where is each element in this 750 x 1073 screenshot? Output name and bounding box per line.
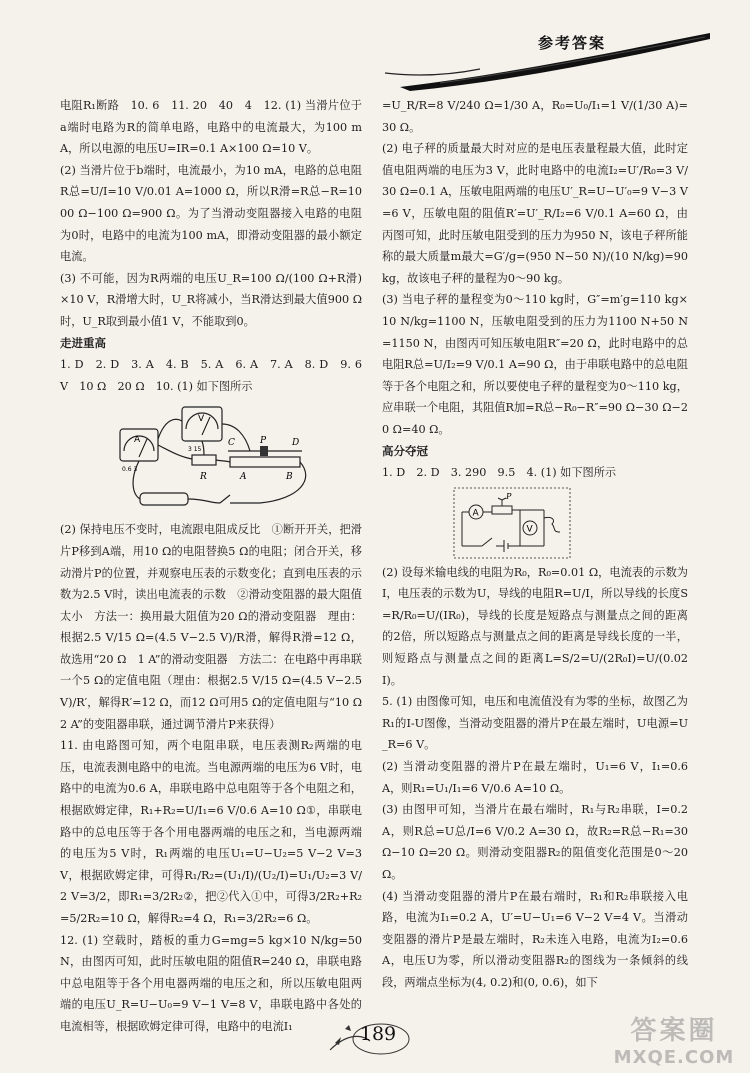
answer-paragraph: 12. (1) 空载时，踏板的重力G=mg=5 kg×10 N/kg=50 N，由图丙可知，此时压敏电阻的阻值R=240 Ω，串联电路中总电阻等于各个用电器两端的电压之和，所以压敏电阻两端的电压U_R=U−U₀=9 V−1 V=8 V，串联电路中各处的电流相等，根据欧姆定律可得，电路中的电流I₁: [60, 933, 362, 1033]
resistor-r: [192, 455, 216, 465]
terminal-c-label: C: [228, 438, 235, 449]
answer-paragraph: 11. 由电路图可知，两个电阻串联，电压表测R₂两端的电压，电流表测电路中的电流。当电源两端的电压为6 V时，电路中的电流为0.6 A，串联电路中总电阻等于各个电阻之和，根据欧姆定律，R₁+R₂=U/I₁=6 V/0.6 A=10 Ω①，串联电路中的总电压等于各个用电器两端的电压之和，当电源两端的电压为5 V时，R₁两端的电压U₁=U−U₂=5 V−2 V=3 V，根据欧姆定律，可得R₁/R₂=(U₁/I)/(U₂/I)=U₁/U₂=3 V/2 V=3/2，即R₁=3/2R₂②，把②代入①中，可得3/2R₂+R₂=5/2R₂=10 Ω，解得R₂=4 Ω，R₁=3/2R₂=6 Ω。: [60, 739, 362, 925]
answer-paragraph: =U_R/R=8 V/240 Ω=1/30 A，R₀=U₀/I₁=1 V/(1/30 A)=30 Ω。: [382, 99, 688, 134]
answer-paragraph: (2) 电子秤的质量最大时对应的是电压表量程最大值，此时定值电阻两端的电压为3 V，此时电路中的电流I₂=U′/R₀=3 V/30 Ω=0.1 A，压敏电阻两端的电压U′_R=U−U′₀=9 V−3 V=6 V，压敏电阻的阻值R′=U′_R/I₂=6 V/0.1 A=60 Ω，由丙图可知，此时压敏电阻受到的压力为950 N，该电子秤所能称的最大质量m最大=G′/g=(950 N−50 N)/(10 N/kg)=90 kg，故该电子秤的量程为0～90 kg。: [382, 142, 688, 285]
header-swoosh-decoration: [380, 25, 715, 95]
answer-paragraph: (3) 不可能，因为R两端的电压U_R=100 Ω/(100 Ω+R滑)×10 V，R滑增大时，U_R将减小，当R滑达到最大值900 Ω时，U_R取到最小值1 V，不能取到0。: [60, 271, 362, 328]
voltmeter-label: V: [198, 414, 205, 425]
answer-paragraph: 1. D 2. D 3. 290 9.5 4. (1) 如下图所示: [382, 466, 617, 480]
answer-paragraph: 5. (1) 由图像可知，电压和电流值没有为零的坐标，故图乙为R₁的I-U图像，当滑动变阻器的滑片P在最左端时，U电源=U_R=6 V。: [382, 695, 688, 752]
voltmeter-body: [182, 407, 222, 441]
page-number: 189: [359, 1023, 397, 1045]
switch-lever: [220, 495, 230, 503]
slider-p-label: P: [260, 436, 267, 447]
watermark-url: MXQE.COM: [613, 1047, 735, 1068]
terminal-b-label: B: [286, 472, 293, 483]
watermark-logo-text: 答案圈: [630, 1016, 718, 1046]
ammeter-label: A: [472, 508, 479, 519]
switch-symbol: [482, 538, 492, 546]
rheostat-symbol: [492, 506, 512, 514]
voltmeter-label: V: [526, 524, 533, 535]
header-title: 参考答案: [538, 34, 607, 52]
voltmeter-scale-label: 3 15: [188, 446, 202, 454]
section-heading: 高分夺冠: [382, 443, 428, 458]
slider-p: [260, 446, 268, 456]
ammeter-scale-label: 0.6 3: [122, 466, 138, 474]
section-heading: 走进重高: [60, 335, 106, 350]
answer-paragraph: 电阻R₁断路 10. 6 11. 20 40 4 12. (1) 当滑片位于a端时电路为R的简单电路，电路中的电流最大，为100 mA，所以电源的电压U=IR=0.1 A×100 Ω=10 V。: [60, 99, 362, 156]
circuit-diagram-2: [452, 486, 572, 560]
answer-paragraph: (4) 当滑动变阻器的滑片P在最右端时，R₁和R₂串联接入电路，电流为I₁=0.2 A，U′=U−U₁=6 V−2 V=4 V。当滑动变阻器的滑片P是最左端时，R₂未连入电路，电流为I₂=0.6 A，电压U为零，所以滑动变阻器R₂的图线为一条倾斜的线段，两端点坐标为(4, 0.2)和(0, 0.6)，如下: [382, 889, 688, 989]
left-column: [60, 95, 374, 1038]
slider-p-label: P: [506, 491, 512, 501]
answer-paragraph: (3) 由图甲可知，当滑片在最右端时，R₁与R₂串联，I=0.2 A，则R总=U总/I=6 V/0.2 A=30 Ω，故R₂=R总−R₁=30 Ω−10 Ω=20 Ω。则滑动变阻器R₂的阻值变化范围是0～20 Ω。: [382, 803, 688, 881]
terminal-d-label: D: [292, 438, 300, 449]
rheostat-body: [230, 457, 300, 467]
answer-paragraph: 1. D 2. D 3. A 4. B 5. A 6. A 7. A 8. D 9. 6 V 10 Ω 20 Ω 10. (1) 如下图所示: [60, 358, 362, 393]
circuit-diagram-1: [110, 399, 320, 517]
terminal-a-label: A: [240, 472, 247, 483]
answer-paragraph: (2) 设每米输电线的电阻为R₀，R₀=0.01 Ω，电流表的示数为I，电压表的示数为U，导线的电阻R=U/I，所以导线的长度S=R/R₀=U/(IR₀)，导线的长度是短路点与测量点之间的距离的2倍，所以短路点与测量点之间的距离是导线长度的一半，则短路点与测量点之间的距离L=S/2=U/(2R₀I)=U/(0.02I)。: [382, 565, 688, 687]
answer-paragraph: (2) 保持电压不变时，电流跟电阻成反比 ①断开开关，把滑片P移到A端，用10 Ω的电阻替换5 Ω的电阻；闭合开关，移动滑片P的位置，并观察电压表的示数变化；直到电压表的示数为2.5 V时，读出电流表的示数 ②滑动变阻器的最大阻值太小 方法一：换用最大阻值为20 Ω的滑动变阻器 理由：根据2.5 V/15 Ω=(4.5 V−2.5 V)/R滑，解得R滑=12 Ω，故选用“20 Ω 1 A”的滑动变阻器 方法二：在电路中再串联一个5 Ω的定值电阻（理由：根据2.5 V/15 Ω=(4.5 V−2.5 V)/R′，解得R′=12 Ω，而12 Ω可用5 Ω的定值电阻与“10 Ω 2 A”的变阻器串联，通过调节滑片P来获得）: [60, 523, 374, 731]
resistor-r-label: R: [200, 472, 207, 483]
right-column: [382, 95, 688, 994]
ammeter-label: A: [134, 435, 141, 446]
answer-paragraph: (3) 当电子秤的量程变为0～110 kg时，G″=m′g=110 kg×10 N/kg=1100 N，压敏电阻受到的压力为1100 N+50 N=1150 N，由图丙可知压敏电阻R″=20 Ω，此时电路中的总电阻R总=U/I₂=9 V/0.1 A=90 Ω，由于串联电路中的总电阻等于各个电阻之和，所以要使电子秤的量程变为0～110 kg，应串联一个电阻，其阻值R加=R总−R₀−R″=90 Ω−30 Ω−20 Ω=40 Ω。: [382, 293, 688, 436]
battery-pack: [140, 493, 188, 505]
answer-paragraph: (2) 当滑动变阻器的滑片P在最左端时，U₁=6 V，I₁=0.6 A，则R₁=U₁/I₁=6 V/0.6 A=10 Ω。: [382, 760, 688, 795]
answer-paragraph: (2) 当滑片位于b端时，电流最小，为10 mA，电路的总电阻R总=U/I=10 V/0.01 A=1000 Ω，所以R滑=R总−R=1000 Ω−100 Ω=900 Ω。为了当滑动变阻器接入电路的电阻为0时，电路中的电流为100 mA，即滑动变阻器的最小额定电流。: [60, 163, 362, 264]
watermark: [610, 1010, 738, 1068]
